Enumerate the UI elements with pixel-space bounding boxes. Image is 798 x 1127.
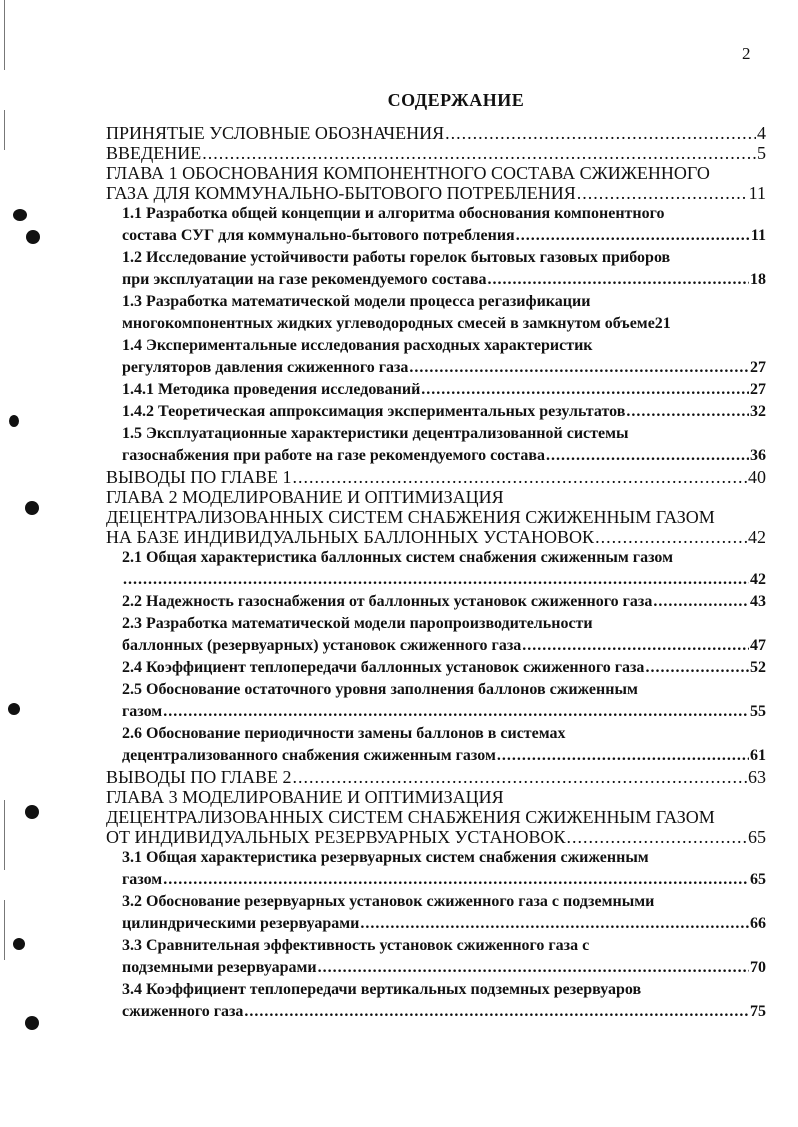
toc-entry (106, 379, 766, 401)
toc-entry-title: 1.4 Экспериментальные исследования расходных характеристик (122, 337, 593, 354)
toc-leader-dots (595, 527, 747, 547)
toc-entry-title: децентрализованного снабжения сжиженным газом (122, 747, 496, 764)
toc-entry (106, 569, 766, 591)
toc-leader-dots (522, 635, 749, 657)
binder-hole-mark (9, 415, 19, 427)
toc-entry-title: 2.6 Обоснование периодичности замены баллонов в системах (122, 725, 566, 742)
toc-entry-title: 2.1 Общая характеристика баллонных систем снабжения сжиженным газом (122, 549, 673, 566)
toc-entry-title: 2.5 Обоснование остаточного уровня заполнения баллонов сжиженным (122, 681, 638, 698)
toc-entry (106, 869, 766, 891)
toc-entry (106, 1001, 766, 1023)
toc-leader-dots (202, 143, 756, 163)
scan-edge-line (4, 800, 5, 870)
toc-page-number: 40 (748, 467, 766, 487)
toc-page-number: 65 (750, 871, 766, 888)
page-number: 2 (742, 44, 751, 63)
toc-entry (106, 847, 766, 869)
toc-entry-title: ДЕЦЕНТРАЛИЗОВАННЫХ СИСТЕМ СНАБЖЕНИЯ СЖИЖЕННЫМ ГАЗОМ (106, 507, 715, 527)
toc-entry-title: НА БАЗЕ ИНДИВИДУАЛЬНЫХ БАЛЛОННЫХ УСТАНОВОК (106, 527, 595, 547)
toc-page-number: 47 (750, 637, 766, 654)
scan-edge-line (4, 900, 5, 960)
binder-hole-mark (25, 1016, 39, 1030)
toc-leader-dots (293, 767, 747, 787)
toc-page-number: 18 (750, 271, 766, 288)
toc-entry (106, 591, 766, 613)
toc-leader-dots (360, 913, 749, 935)
toc-entry-title: ГЛАВА 1 ОБОСНОВАНИЯ КОМПОНЕНТНОГО СОСТАВА СЖИЖЕННОГО (106, 163, 710, 183)
toc-entry-title: ПРИНЯТЫЕ УСЛОВНЫЕ ОБОЗНАЧЕНИЯ (106, 123, 445, 143)
toc-page-number: 65 (748, 827, 766, 847)
toc-page-number: 70 (750, 959, 766, 976)
toc-entry-title: 3.2 Обоснование резервуарных установок сжиженного газа с подземными (122, 893, 655, 910)
scan-edge-line (4, 110, 5, 150)
toc-entry-title: 2.2 Надежность газоснабжения от баллонных установок сжиженного газа (122, 593, 653, 610)
toc-entry (106, 247, 766, 269)
table-of-contents (106, 123, 766, 1023)
toc-leader-dots (497, 745, 749, 767)
toc-entry (106, 891, 766, 913)
toc-entry (106, 723, 766, 745)
toc-entry-title: 1.1 Разработка общей концепции и алгоритма обоснования компонентного (122, 205, 665, 222)
toc-page-number: 5 (757, 143, 766, 163)
toc-leader-dots (293, 467, 747, 487)
toc-page-number: 27 (750, 359, 766, 376)
toc-entry (106, 467, 766, 487)
toc-entry-title: состава СУГ для коммунально-бытового потребления (122, 227, 515, 244)
toc-entry (106, 635, 766, 657)
toc-entry-title: баллонных (резервуарных) установок сжиженного газа (122, 637, 522, 654)
toc-page-number: 42 (750, 571, 766, 588)
toc-entry-title: 2.3 Разработка математической модели паропроизводительности (122, 615, 593, 632)
binder-hole-mark (25, 805, 39, 819)
toc-leader-dots (645, 657, 749, 679)
toc-leader-dots (566, 827, 747, 847)
toc-entry (106, 807, 766, 827)
toc-entry (106, 935, 766, 957)
toc-entry-title: 1.5 Эксплуатационные характеристики децентрализованной системы (122, 425, 629, 442)
toc-page-number: 61 (750, 747, 766, 764)
toc-entry (106, 767, 766, 787)
toc-entry (106, 445, 766, 467)
toc-page-number: 27 (750, 381, 766, 398)
binder-hole-mark (26, 230, 40, 244)
toc-entry (106, 787, 766, 807)
toc-entry-title: ГАЗА ДЛЯ КОММУНАЛЬНО-БЫТОВОГО ПОТРЕБЛЕНИЯ (106, 183, 576, 203)
toc-leader-dots (626, 401, 749, 423)
toc-page-number: 66 (750, 915, 766, 932)
toc-entry-title: 1.3 Разработка математической модели процесса регазификации (122, 293, 591, 310)
toc-entry (106, 979, 766, 1001)
toc-entry (106, 163, 766, 183)
toc-entry-title: 1.2 Исследование устойчивости работы горелок бытовых газовых приборов (122, 249, 671, 266)
toc-leader-dots (577, 183, 748, 203)
toc-entry (106, 123, 766, 143)
toc-leader-dots (653, 591, 749, 613)
toc-entry-title: ГЛАВА 2 МОДЕЛИРОВАНИЕ И ОПТИМИЗАЦИЯ (106, 487, 504, 507)
toc-entry (106, 957, 766, 979)
toc-entry-title: 1.4.1 Методика проведения исследований (122, 381, 421, 398)
toc-leader-dots (445, 123, 756, 143)
scan-edge-line (4, 0, 5, 70)
toc-page-number: 21 (654, 315, 671, 332)
toc-page-number: 36 (750, 447, 766, 464)
toc-leader-dots (421, 379, 749, 401)
toc-leader-dots (318, 957, 749, 979)
toc-page-number: 11 (750, 227, 766, 244)
binder-hole-mark (8, 703, 20, 715)
toc-entry-title: регуляторов давления сжиженного газа (122, 359, 409, 376)
toc-entry (106, 613, 766, 635)
toc-entry (106, 913, 766, 935)
toc-entry (106, 487, 766, 507)
toc-entry-title: подземными резервуарами (122, 959, 317, 976)
binder-hole-mark (13, 938, 25, 950)
toc-leader-dots (546, 445, 749, 467)
toc-entry (106, 701, 766, 723)
toc-entry (106, 423, 766, 445)
toc-entry (106, 203, 766, 225)
toc-entry-title: газом (122, 871, 163, 888)
toc-page-number: 52 (750, 659, 766, 676)
toc-entry-title: ВЫВОДЫ ПО ГЛАВЕ 1 (106, 467, 292, 487)
toc-entry-title: ГЛАВА 3 МОДЕЛИРОВАНИЕ И ОПТИМИЗАЦИЯ (106, 787, 504, 807)
toc-leader-dots (163, 869, 749, 891)
page-title: СОДЕРЖАНИЕ (387, 90, 525, 110)
toc-entry (106, 183, 766, 203)
toc-entry (106, 313, 766, 335)
toc-leader-dots (488, 269, 749, 291)
toc-entry (106, 745, 766, 767)
toc-entry-title: 3.4 Коэффициент теплопередачи вертикальных подземных резервуаров (122, 981, 642, 998)
toc-entry-title: ВЫВОДЫ ПО ГЛАВЕ 2 (106, 767, 292, 787)
toc-entry-title: ДЕЦЕНТРАЛИЗОВАННЫХ СИСТЕМ СНАБЖЕНИЯ СЖИЖЕННЫМ ГАЗОМ (106, 807, 715, 827)
toc-entry-title: 1.4.2 Теоретическая аппроксимация экспериментальных результатов (122, 403, 626, 420)
binder-hole-mark (25, 501, 39, 515)
toc-leader-dots (516, 225, 750, 247)
toc-page-number: 42 (748, 527, 766, 547)
toc-leader-dots (244, 1001, 749, 1023)
toc-page-number: 4 (757, 123, 766, 143)
toc-entry-title: 3.1 Общая характеристика резервуарных систем снабжения сжиженным (122, 849, 649, 866)
toc-page-number: 75 (750, 1003, 766, 1020)
toc-page-number: 11 (748, 183, 766, 203)
toc-entry-title: многокомпонентных жидких углеводородных смесей в замкнутом объеме (122, 315, 655, 332)
toc-entry (106, 547, 766, 569)
toc-entry (106, 357, 766, 379)
toc-entry (106, 679, 766, 701)
toc-entry-title: цилиндрическими резервуарами (122, 915, 360, 932)
toc-leader-dots (409, 357, 749, 379)
toc-page-number: 43 (750, 593, 766, 610)
toc-entry (106, 507, 766, 527)
toc-entry-title: газоснабжения при работе на газе рекомендуемого состава (122, 447, 545, 464)
toc-entry (106, 225, 766, 247)
toc-page-number: 55 (750, 703, 766, 720)
toc-entry (106, 827, 766, 847)
binder-hole-mark (13, 209, 27, 221)
toc-entry-title: сжиженного газа (122, 1003, 244, 1020)
toc-entry-title: 3.3 Сравнительная эффективность установок сжиженного газа с (122, 937, 590, 954)
toc-entry (106, 657, 766, 679)
toc-entry-title: 2.4 Коэффициент теплопередачи баллонных установок сжиженного газа (122, 659, 645, 676)
toc-entry (106, 335, 766, 357)
toc-entry (106, 401, 766, 423)
toc-leader-dots (163, 701, 749, 723)
toc-entry (106, 291, 766, 313)
toc-entry-title: газом (122, 703, 163, 720)
toc-page-number: 63 (748, 767, 766, 787)
toc-page-number: 32 (750, 403, 766, 420)
toc-entry (106, 269, 766, 291)
toc-entry-title: ВВЕДЕНИЕ (106, 143, 202, 163)
toc-leader-dots (123, 569, 749, 591)
toc-entry (106, 143, 766, 163)
toc-entry-title: ОТ ИНДИВИДУАЛЬНЫХ РЕЗЕРВУАРНЫХ УСТАНОВОК (106, 827, 566, 847)
toc-entry (106, 527, 766, 547)
toc-entry-title: при эксплуатации на газе рекомендуемого состава (122, 271, 487, 288)
